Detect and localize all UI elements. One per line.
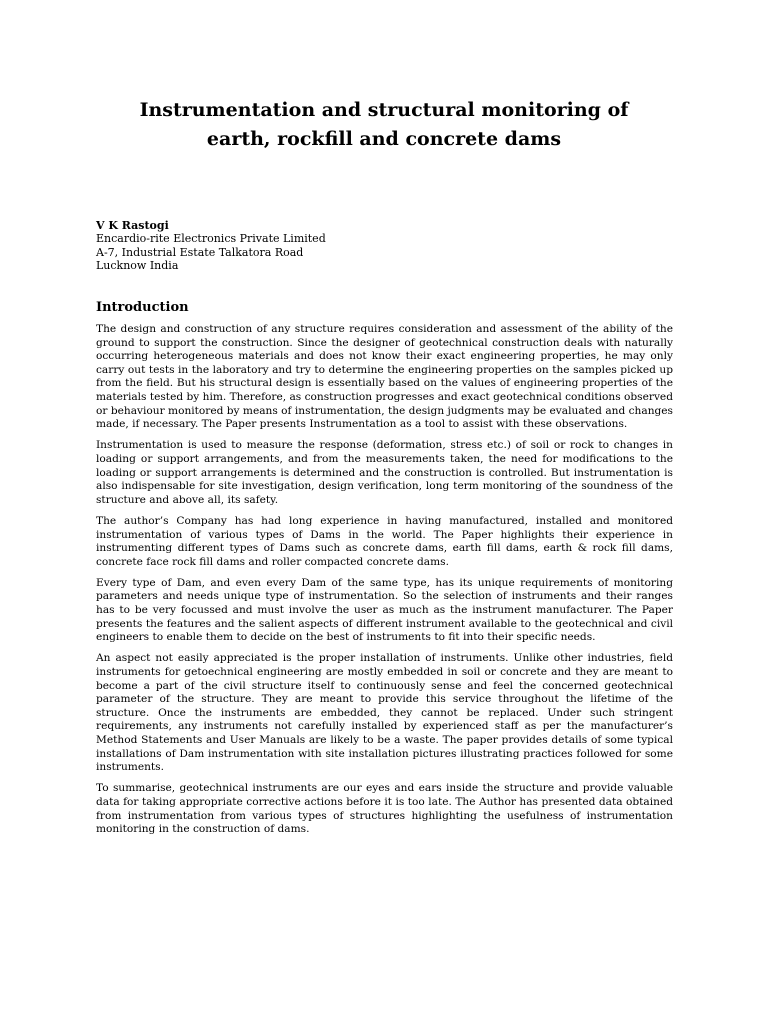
paper-title: [96, 96, 672, 154]
paragraph: The design and construction of any structure requires consideration and assessment of the ability of the ground to support the construction. Since the designer of geotechnical construction deals with naturally occurring heterogeneous materials and does not know their exact engineering properties, he may only carry out tests in the laboratory and try to determine the engineering properties on the samples picked up from the field. But his structural design is essentially based on the values of engineering properties of the materials tested by him. Therefore, as construction progresses and exact geotechnical conditions observed or behaviour monitored by means of instrumentation, the design judgments may be evaluated and changes made, if necessary. The Paper presents Instrumentation as a tool to assist with these observations.: [96, 323, 673, 431]
author-name: V K Rastogi: [96, 219, 169, 232]
section-heading-introduction: Introduction: [96, 300, 189, 315]
paper-title-line-2: earth, rockfill and concrete dams: [206, 128, 562, 150]
paper-title-line-1: Instrumentation and structural monitoring of: [139, 99, 629, 121]
paragraph: Instrumentation is used to measure the response (deformation, stress etc.) of soil or rock to changes in loading or support arrangements, and from the measurements taken, the need for modifications to the loading or support arrangements is determined and the construction is controlled. But instrumentation is also indispensable for site investigation, design verification, long term monitoring of the soundness of the structure and above all, its safety.: [96, 439, 673, 506]
paragraph: Every type of Dam, and even every Dam of the same type, has its unique requirements of monitoring parameters and needs unique type of instrumentation. So the selection of instruments and their ranges has to be very focussed and must involve the user as much as the instrument manufacturer. The Paper presents the features and the salient aspects of different instrument available to the geotechnical and civil engineers to enable them to decide on the best of instruments to fit into their specific needs.: [96, 576, 673, 644]
paragraph: To summarise, geotechnical instruments are our eyes and ears inside the structure and provide valuable data for taking appropriate corrective actions before it is too late. The Author has presented data obtained from instrumentation from various types of structures highlighting the usefulness of instrumentation monitoring in the construction of dams.: [96, 782, 673, 836]
paragraph: The author’s Company has had long experience in having manufactured, installed and monitored instrumentation of various types of Dams in the world. The Paper highlights their experience in instrumenting different types of Dams such as concrete dams, earth fill dams, earth & rock fill dams, concrete face rock fill dams and roller compacted concrete dams.: [96, 514, 673, 568]
author-affiliation: Encardio-rite Electronics Private Limited: [96, 232, 326, 246]
author-address-line-1: A-7, Industrial Estate Talkatora Road: [96, 245, 304, 259]
introduction-body: [96, 323, 673, 844]
author-block: [96, 219, 676, 273]
author-address-line-2: Lucknow India: [96, 259, 179, 273]
paragraph: An aspect not easily appreciated is the proper installation of instruments. Unlike other industries, field instruments for getoechnical engineering are mostly embedded in soil or concrete and they are meant to become a part of the civil structure itself to continuously sense and feel the concerned geotechnical parameter of the structure. They are meant to provide this service throughout the lifetime of the structure. Once the instruments are embedded, they cannot be replaced. Under such stringent requirements, any instruments not carefully installed by experienced staff as per the manufacturer’s Method Statements and User Manuals are likely to be a waste. The paper provides details of some typical installations of Dam instrumentation with site installation pictures illustrating practices followed for some instruments.: [96, 652, 673, 774]
